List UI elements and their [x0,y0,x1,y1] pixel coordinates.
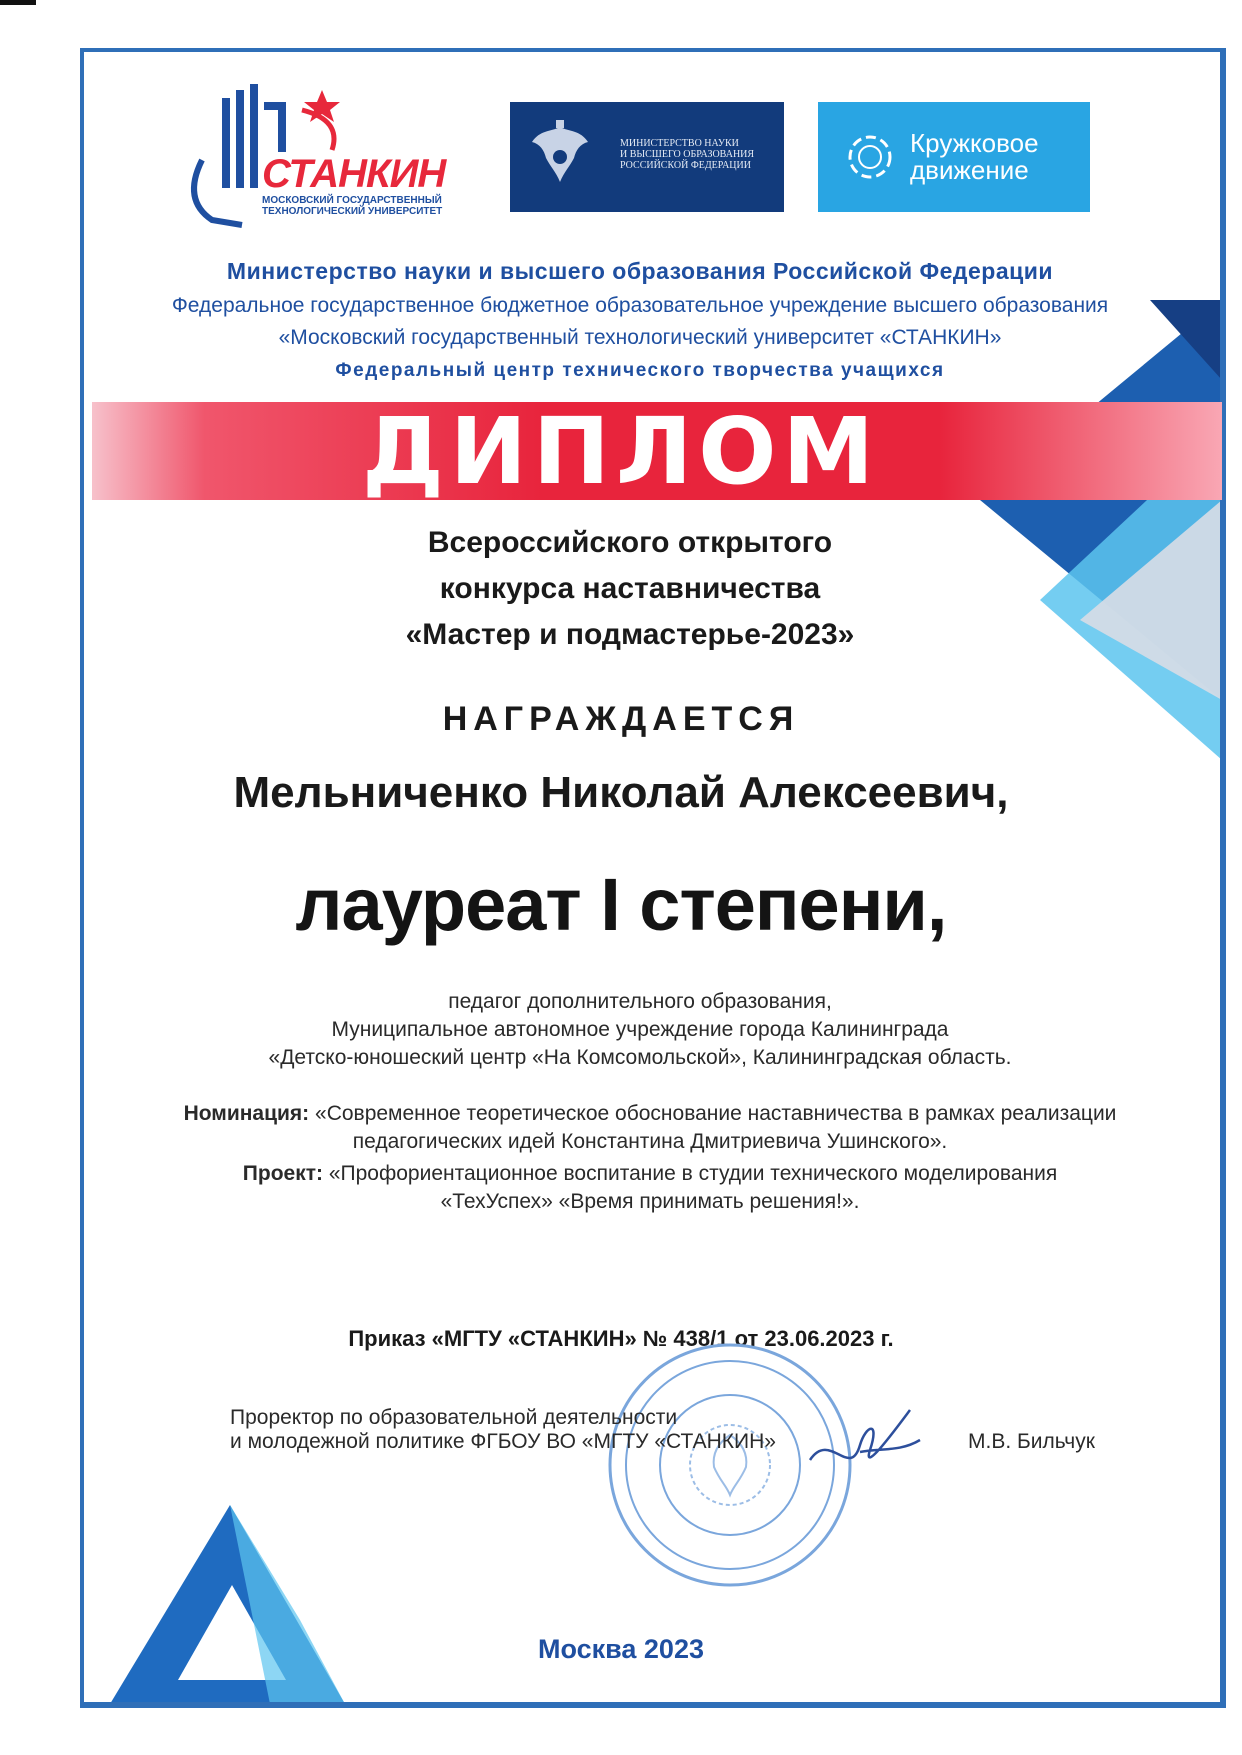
stankin-wordmark: СТАНКИН [262,152,446,196]
project-label: Проект: [242,1162,323,1185]
header-institution-type: Федеральное государственное бюджетное образовательное учреждение высшего образования [171,294,1109,317]
nomination-text-1: «Современное теоретическое обоснование наставничества в рамках реализации [315,1102,1117,1125]
recipient-degree: лауреат I степени, [295,863,947,946]
kruzhok-logo-text: Кружковое движение [910,128,1039,185]
recipient-organization-1: Муниципальное автономное учреждение города Калининграда [331,1018,949,1041]
kruzhok-logo [818,102,1090,212]
recipient-position: педагог дополнительного образования, [448,990,832,1013]
signatory-role-1: Проректор по образовательной деятельности [230,1406,678,1429]
city-year: Москва 2023 [538,1634,704,1664]
header-university: «Московский государственный технологический университет «СТАНКИН» [278,326,1002,349]
recipient-name: Мельниченко Николай Алексеевич, [233,768,1009,817]
header-center: Федеральный центр технического творчества учащихся [335,360,945,381]
order-reference: Приказ «МГТУ «СТАНКИН» № 438/1 от 23.06.2023 г. [348,1326,894,1351]
nomination-label: Номинация: [183,1102,310,1125]
kruzhok-ring-icon [818,102,908,212]
contest-line-2: конкурса наставничества [439,572,821,605]
contest-line-1: Всероссийского открытого [427,526,833,559]
nomination-line-2: педагогических идей Константина Дмитриевича Ушинского». [352,1130,948,1153]
ministry-logo-text: МИНИСТЕРСТВО НАУКИ И ВЫСШЕГО ОБРАЗОВАНИЯ РОССИЙСКОЙ ФЕДЕРАЦИИ [620,138,755,171]
project-text-1: «Профориентационное воспитание в студии технического моделирования [328,1162,1058,1185]
contest-line-3: «Мастер и подмастерье-2023» [405,618,855,651]
project-line-2: «ТехУспех» «Время принимать решения!». [440,1190,860,1213]
diploma-title: ДИПЛОМ [361,398,881,505]
stankin-logo [172,80,472,235]
project-line-1 [150,1160,1150,1188]
signatory-role-2: и молодежной политике ФГБОУ ВО «МГТУ «СТАНКИН» [230,1430,776,1453]
double-headed-eagle-icon [510,102,610,212]
header-ministry: Министерство науки и высшего образования Российской Федерации [226,258,1054,284]
signatory-name: М.В. Бильчук [968,1430,1095,1453]
stankin-subtitle: МОСКОВСКИЙ ГОСУДАРСТВЕННЫЙ ТЕХНОЛОГИЧЕСКИЙ УНИВЕРСИТЕТ [262,195,443,217]
recipient-organization-2: «Детско-юношеский центр «На Комсомольской», Калининградская область. [268,1046,1012,1069]
nomination-line-1 [150,1100,1150,1128]
ministry-logo [510,102,784,212]
handwritten-signature [800,1390,930,1490]
awarded-label: НАГРАЖДАЕТСЯ [442,700,800,738]
